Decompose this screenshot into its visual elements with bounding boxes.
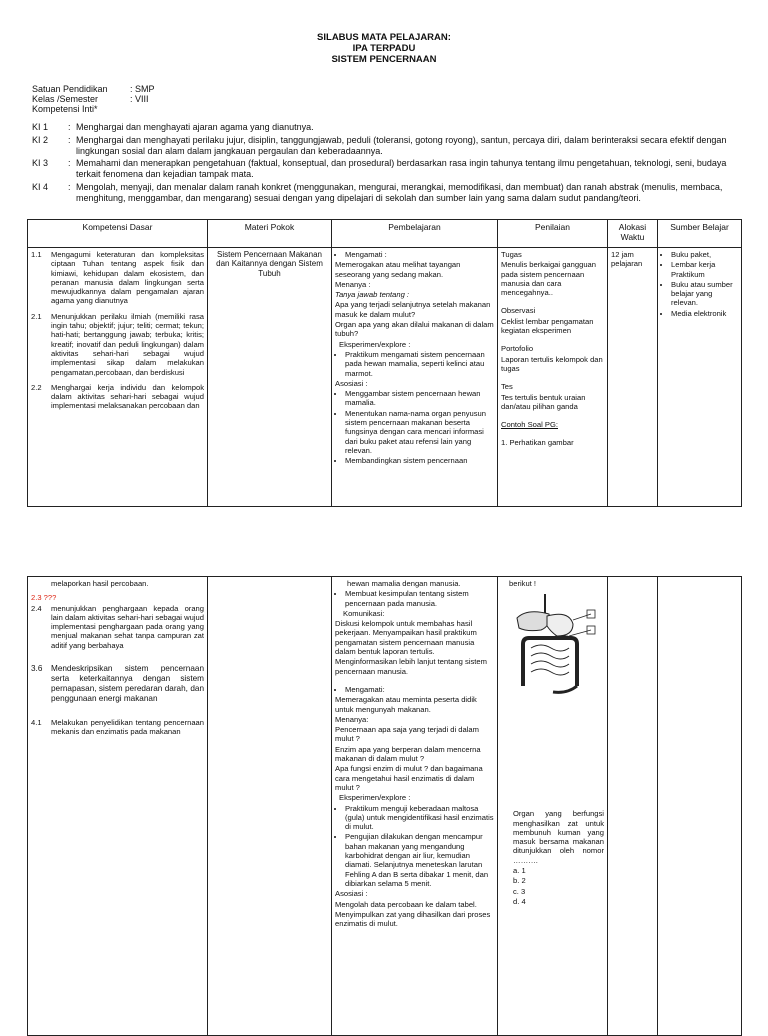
alokasi-waktu-cell-cont xyxy=(608,577,658,1036)
digestive-system-diagram xyxy=(507,592,597,697)
identity-block: Satuan Pendidikan : SMP Kelas /Semester : VIII Kompetensi Inti* xyxy=(32,84,155,114)
penilaian-cell-cont: berikut ! Organ yang berfungsi menghasilkan zat untuk membunuh kuman yang masuk bersama makanan ditunjukkan oleh nomor ………. a. 1 b. 2 c. 3 d. 4 xyxy=(498,577,608,1036)
sumber-belajar-cell: • Buku paket, • Lembar kerja Praktikum • Buku atau sumber belajar yang relevan. • Media elektronik xyxy=(658,248,742,507)
col-kompetensi-dasar: Kompetensi Dasar xyxy=(28,220,208,248)
col-pembelajaran: Pembelajaran xyxy=(332,220,498,248)
pembelajaran-cell-cont: hewan mamalia dengan manusia. • Membuat kesimpulan tentang sistem pencernaan pada manusia. Komunikasi: Diskusi kelompok untuk membahas hasil pekerjaan. Menyampaikan hasil praktikum pengamatan sistem pencernaan manusia dalam bentuk laporan tertulis. Menginformasikan lebih lanjut tentang sistem pencernaan manusia. • Mengamati: Memeragakan atau meminta peserta didik untuk mengunyah makanan. Menanya: Pencernaan apa saja yang terjadi di dalam mulut ? Enzim apa yang berperan dalam mencerna makanan di dalam mulut ? Apa fungsi enzim di mulut ? dan bagaimana cara mengetahui hasil enzimatis di dalam mulut ? Eksperimen/explore : • Praktikum menguji keberadaan maltosa (gula) untuk mengidentifikasi hasil enzimatis di mulut. • Pengujian dilakukan dengan mencampur bahan makanan yang mengandung karbohidrat dengan air liur, kemudian diamati. Selanjutnya meneteskan larutan Fehling A dan B serta dibakar 1 menit, dan dibiarkan selama 5 menit. Asosiasi : Mengolah data percobaan ke dalam tabel. Menyimpulkan zat yang dihasilkan dari proses enzimatis di mulut. xyxy=(332,577,498,1036)
kd-1-1: 1.1 Mengagumi keteraturan dan kompleksitas ciptaan Tuhan tentang aspek fisik dan kimiawi, kehidupan dalam ekosistem, dan peranan manusia dalam lingkungan serta mewujudkannya dalam pengamalan ajaran agama yang dianutnya xyxy=(31,250,204,306)
syllabus-table-page1 xyxy=(27,219,742,507)
kd-2-1: 2.1 Menunjukkan perilaku ilmiah (memiliki rasa ingin tahu; objektif; jujur; teliti; cermat; tekun; hati-hati; bertanggung jawab; terbuka; kritis; kreatif; inovatif dan peduli lingkungan) dalam aktivitas sehari-hari sebagai wujud implementasi sikap dalam melakukan pengamatan,percobaan, dan berdiskusi xyxy=(31,311,204,377)
kd-2-2: 2.2 Menghargai kerja individu dan kelompok dalam aktivitas sehari-hari sebagai wujud implementasi melaksanakan percobaan dan xyxy=(31,382,204,411)
kd-cell-cont: melaporkan hasil percobaan. 2.3 ??? 2.4 menunjukkan penghargaan kepada orang lain dalam aktivitas sehari-hari sebagai wujud implementasi penghargaan pada orang yang menjual makanan sehat tanpa campuran zat aditif yang berbahaya 3.6 Mendeskripsikan sistem pencernaan serta keterkaitannya dengan sistem pernapasan, sistem peredaran darah, dan penggunaan energi makanan 4.1 Melakukan penyelidikan tentang pencernaan mekanis dan enzimatis pada makanan xyxy=(28,577,208,1036)
sumber-belajar-cell-cont xyxy=(658,577,742,1036)
kd-2-3: 2.3 ??? xyxy=(31,593,57,603)
col-materi-pokok: Materi Pokok xyxy=(208,220,332,248)
ki-1: KI 1 : Menghargai dan menghayati ajaran agama yang dianutnya. xyxy=(32,122,314,132)
syllabus-table-page2 xyxy=(27,576,742,1036)
document-title: SILABUS MATA PELAJARAN: IPA TERPADU SISTEM PENCERNAAN xyxy=(317,32,451,65)
col-penilaian: Penilaian xyxy=(498,220,608,248)
kd-2-4: 2.4 menunjukkan penghargaan kepada orang lain dalam aktivitas sehari-hari sebagai wujud implementasi penghargaan pada orang yang menjual makanan sehat tanpa campuran zat aditif yang berbahaya xyxy=(31,603,204,650)
ki-2: KI 2 : Menghargai dan menghayati perilaku jujur, disiplin, tanggungjawab, peduli (toleransi, gotong royong), santun, percaya diri, dalam berinteraksi secara efektif dengan lingkungan sosial dan alam dalam jangkauan pergaulan dan keberadaannya. xyxy=(32,135,727,156)
materi-pokok-cell: Sistem Pencernaan Makanan dan Kaitannya dengan Sistem Tubuh xyxy=(208,248,332,507)
ki-3: KI 3 : Memahami dan menerapkan pengetahuan (faktual, konseptual, dan prosedural) berdasarkan rasa ingin tahunya tentang ilmu pengetahuan, teknologi, seni, budaya terkait fenomena dan kejadian tampak mata. xyxy=(32,158,727,179)
page-gap xyxy=(0,520,768,576)
alokasi-waktu-cell: 12 jam pelajaran xyxy=(608,248,658,507)
kd-3-6: 3.6 Mendeskripsikan sistem pencernaan serta keterkaitannya dengan sistem pernapasan, sistem peredaran darah, dan penggunaan energi makanan xyxy=(31,664,204,704)
pembelajaran-cell: • Mengamati : Memerogakan atau melihat tayangan seseorang yang sedang makan. Menanya : Tanya jawab tentang : Apa yang terjadi selanjutnya setelah makanan masuk ke dalam mulut? Organ apa yang akan dilalui makanan di dalam tubuh? Eksperimen/explore : • Praktikum mengamati sistem pencernaan pada hewan mamalia, seperti kelinci atau marmot. Asosiasi : • Menggambar sistem pencernaan hewan mamalia. • Menentukan nama-nama organ penyusun sistem pencernaan makanan beserta fungsinya dengan cara mencari informasi dari buku paket atau refensi lain yang relevan. • Membandingkan sistem pencernaan xyxy=(332,248,498,507)
col-alokasi-waktu: Alokasi Waktu xyxy=(608,220,658,248)
kd-cell xyxy=(28,248,208,507)
materi-pokok-cell-cont xyxy=(208,577,332,1036)
penilaian-cell: Tugas Menulis berkaigai gangguan pada sistem pencernaan manusia dan cara mencegahnya.. Observasi Ceklist lembar pengamatan kegiatan eksperimen Portofolio Laporan tertulis kelompok dan tugas Tes Tes tertulis bentuk uraian dan/atau pilihan ganda Contoh Soal PG: 1. Perhatikan gambar xyxy=(498,248,608,507)
col-sumber-belajar: Sumber Belajar xyxy=(658,220,742,248)
ki-4: KI 4 : Mengolah, menyaji, dan menalar dalam ranah konkret (menggunakan, mengurai, merangkai, memodifikasi, dan membuat) dan ranah abstrak (menulis, membaca, menghitung, menggambar, dan mengarang) sesuai dengan yang dipelajari di sekolah dan sumber lain yang sama dalam sudut pandang/teori. xyxy=(32,182,723,203)
kd-4-1: 4.1 Melakukan penyelidikan tentang pencernaan mekanis dan enzimatis pada makanan xyxy=(31,718,204,737)
